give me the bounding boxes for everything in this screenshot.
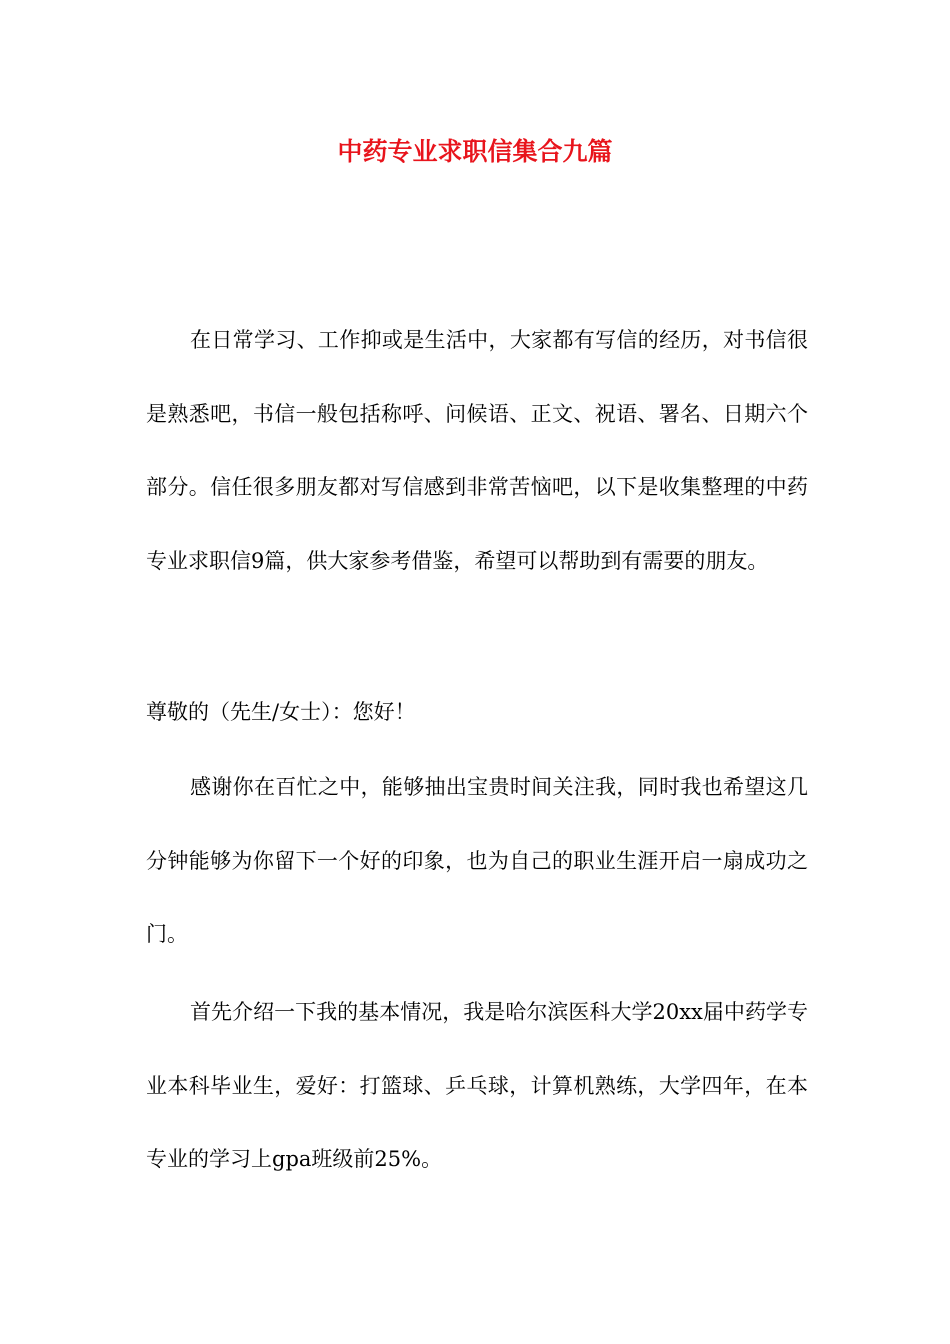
salutation-line: 尊敬的（先生/女士）：您好！ xyxy=(146,700,416,724)
document-title: 中药专业求职信集合九篇 xyxy=(337,137,613,166)
body-paragraph-1: 感谢你在百忙之中，能够抽出宝贵时间关注我，同时我也希望这几分钟能够为你留下一个好的印象，也为自己的职业生涯开启一扇成功之门。 xyxy=(146,775,808,946)
body-paragraph-block-2 xyxy=(146,976,808,1197)
body-paragraph-2: 首先介绍一下我的基本情况，我是哈尔滨医科大学20xx届中药学专业本科毕业生，爱好：打篮球、乒乓球，计算机熟练，大学四年，在本专业的学习上gpa班级前25%。 xyxy=(146,1000,808,1171)
intro-paragraph-block xyxy=(146,304,808,598)
body-paragraph-block-1 xyxy=(146,751,808,972)
intro-paragraph: 在日常学习、工作抑或是生活中，大家都有写信的经历，对书信很是熟悉吧，书信一般包括称呼、问候语、正文、祝语、署名、日期六个部分。信任很多朋友都对写信感到非常苦恼吧，以下是收集整理的中药专业求职信9篇，供大家参考借鉴，希望可以帮助到有需要的朋友。 xyxy=(146,328,808,573)
salutation-block xyxy=(146,692,808,732)
